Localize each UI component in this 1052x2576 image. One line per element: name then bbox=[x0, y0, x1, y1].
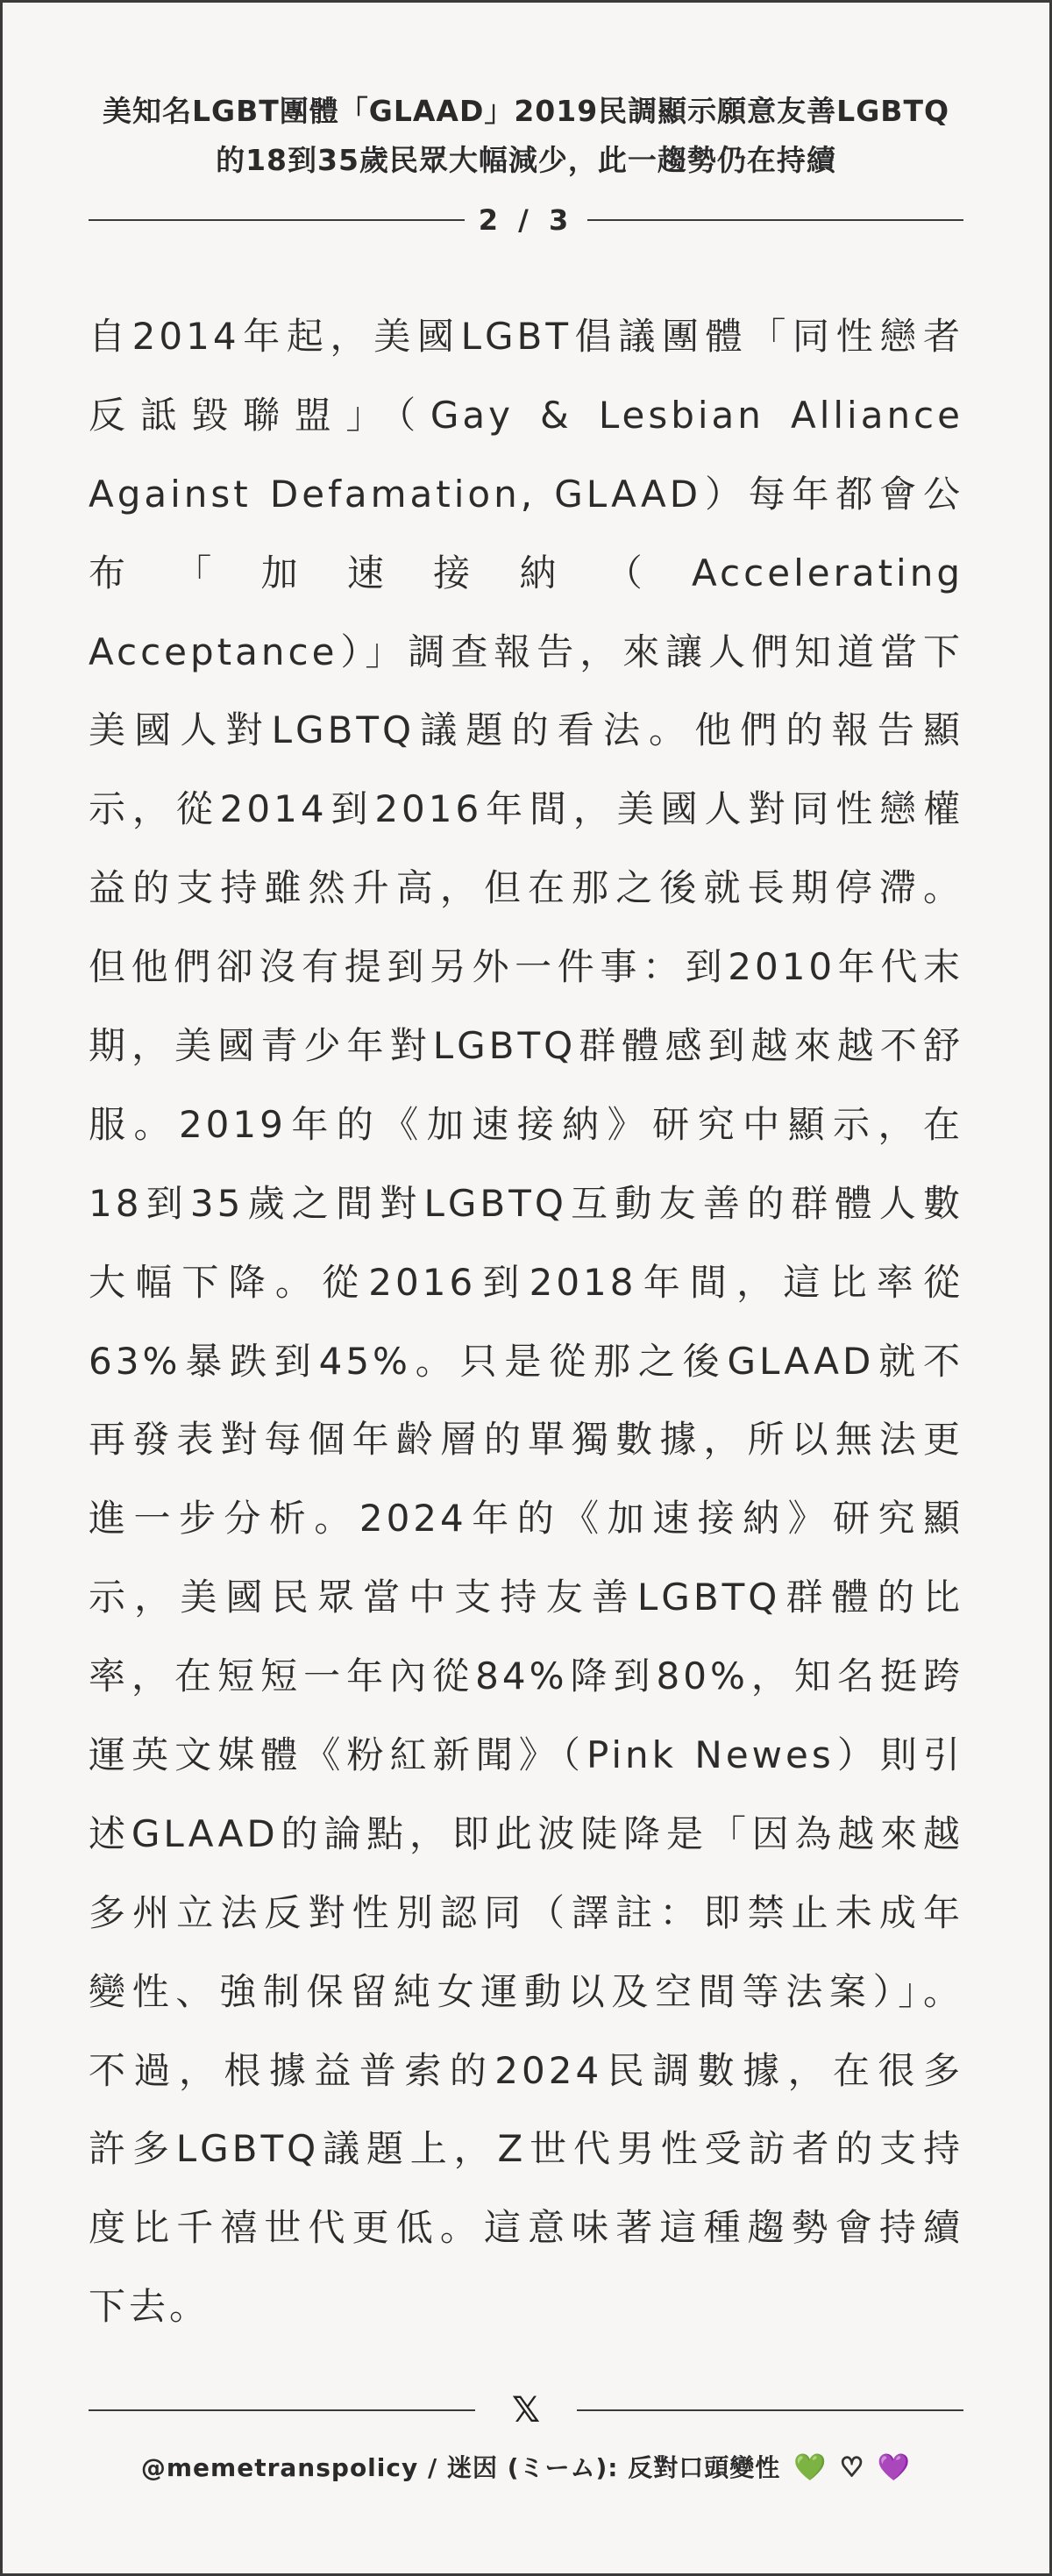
body-line: 許多LGBTQ議題上，Z世代男性受訪者的支持 bbox=[89, 2127, 963, 2171]
green-heart-icon: 💚 bbox=[793, 2452, 828, 2483]
bottom-divider bbox=[89, 2391, 963, 2430]
divider-line-left bbox=[89, 219, 465, 221]
body-line: 下去。 bbox=[89, 2285, 210, 2329]
body-line: 度比千禧世代更低。這意味著這種趨勢會持續 bbox=[89, 2206, 963, 2250]
purple-heart-icon: 💜 bbox=[877, 2452, 912, 2483]
body-line: 63%暴跌到45%。只是從那之後GLAAD就不 bbox=[89, 1339, 963, 1383]
body-line: 示，美國民眾當中支持友善LGBTQ群體的比 bbox=[89, 1576, 963, 1619]
body-line: 期，美國青少年對LGBTQ群體感到越來越不舒 bbox=[89, 1024, 963, 1068]
title-line-1: 美知名LGBT團體「GLAAD」2019民調顯示願意友善LGBTQ bbox=[102, 94, 950, 128]
body-line: 多州立法反對性別認同（譯註：即禁止未成年 bbox=[89, 1890, 963, 1934]
page-indicator: 2 / 3 bbox=[478, 203, 574, 237]
body-line: 大幅下降。從2016到2018年間，這比率從 bbox=[89, 1260, 963, 1304]
divider-line-right bbox=[587, 219, 963, 221]
post-title bbox=[55, 87, 997, 185]
body-line: 示，從2014到2016年間，美國人對同性戀權 bbox=[89, 787, 963, 831]
body-line: 服。2019年的《加速接納》研究中顯示，在 bbox=[89, 1102, 963, 1146]
article-body bbox=[89, 297, 963, 2346]
body-line: 益的支持雖然升高，但在那之後就長期停滯。 bbox=[89, 866, 963, 910]
body-line: 反詆毀聯盟」（Gay & Lesbian Alliance bbox=[89, 393, 963, 437]
divider-line-left bbox=[89, 2409, 475, 2411]
body-line: 率，在短短一年內從84%降到80%，知名挺跨 bbox=[89, 1654, 963, 1698]
body-line: 但他們卻沒有提到另外一件事：到2010年代末 bbox=[89, 945, 963, 989]
body-line: 自2014年起，美國LGBT倡議團體「同性戀者 bbox=[89, 315, 963, 358]
white-heart-icon: ♡ bbox=[840, 2452, 864, 2483]
body-line: 述GLAAD的論點，即此波陡降是「因為越來越 bbox=[89, 1811, 963, 1855]
footer-credit bbox=[55, 2449, 997, 2484]
body-line: Against Defamation, GLAAD）每年都會公 bbox=[89, 472, 963, 516]
body-line: 美國人對LGBTQ議題的看法。他們的報告顯 bbox=[89, 708, 963, 752]
title-line-2: 的18到35歲民眾大幅減少，此一趨勢仍在持續 bbox=[216, 143, 836, 177]
body-line: 不過，根據益普索的2024民調數據，在很多 bbox=[89, 2048, 963, 2092]
top-divider bbox=[89, 203, 963, 238]
body-line: 變性、強制保留純女運動以及空間等法案）」。 bbox=[89, 1969, 963, 2013]
body-line: 18到35歲之間對LGBTQ互動友善的群體人數 bbox=[89, 1181, 963, 1225]
body-line: 進一步分析。2024年的《加速接納》研究顯 bbox=[89, 1497, 963, 1541]
body-line: Acceptance）」調查報告，來讓人們知道當下 bbox=[89, 630, 963, 673]
body-line: 布 「 加 速 接 納 （ Accelerating bbox=[89, 551, 963, 594]
body-line: 再發表對每個年齡層的單獨數據，所以無法更 bbox=[89, 1418, 963, 1462]
divider-line-right bbox=[577, 2409, 963, 2411]
body-line: 運英文媒體《粉紅新聞》（Pink Newes）則引 bbox=[89, 1733, 963, 1777]
footer-handle: @memetranspolicy / 迷因 (ミーム): 反對口頭變性 bbox=[140, 2453, 781, 2482]
x-logo-icon[interactable]: 𝕏 bbox=[511, 2390, 541, 2430]
